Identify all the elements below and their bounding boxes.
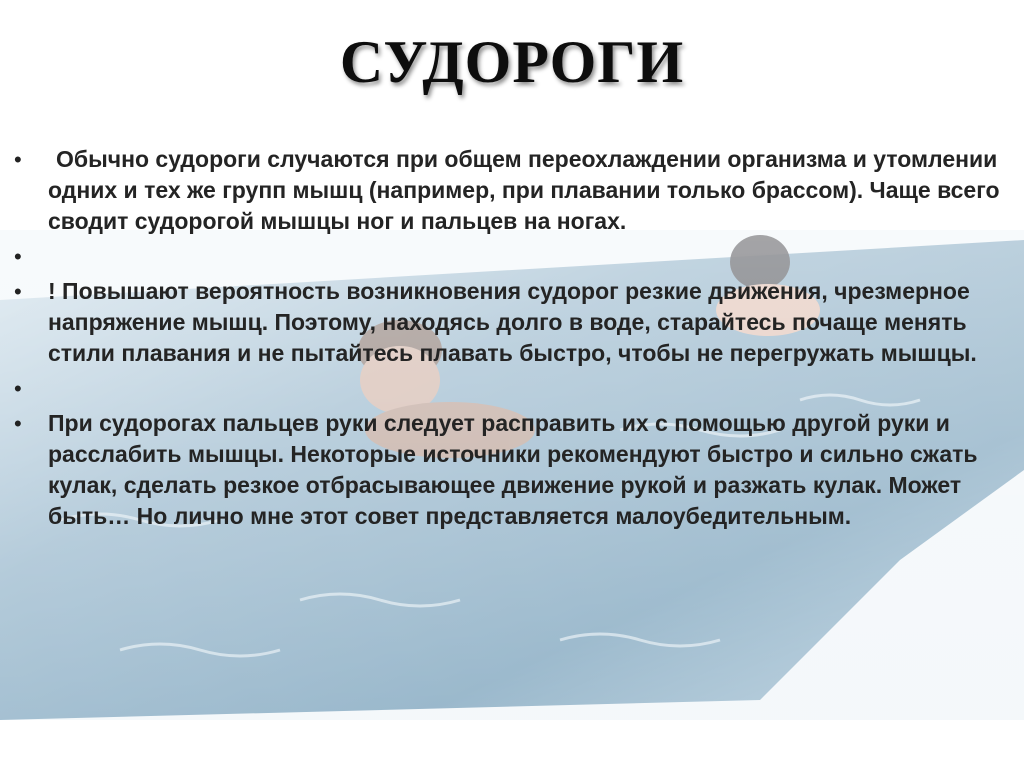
bullet-text: ! Повышают вероятность возникновения судорог резкие движения, чрезмерное напряжение мышц. Поэтому, находясь долго в воде, старайтесь почаще менять стили плавания и не пытайтесь плавать быстро, чтобы не перегружать мышцы. [48,278,977,366]
bullet-marker-icon: • [14,244,22,269]
slide-title: СУДОРОГИ [339,29,685,95]
bullet-marker-icon: • [14,411,22,436]
bullet-item-1 [14,144,1004,237]
bullet-text: При судорогах пальцев руки следует расправить их с помощью другой руки и расслабить мышцы. Некоторые источники рекомендуют быстро и сильно сжать кулак, сделать резкое отбрасывающее движение рукой и разжать кулак. Может быть… Но лично мне этот совет представляется малоубедительным. [48,410,978,529]
bullet-text: Обычно судороги случаются при общем переохлаждении организма и утомлении одних и тех же групп мышц (например, при плавании только брассом). Чаще всего сводит судорогой мышцы ног и пальцев на ногах. [48,146,1000,234]
bullet-list [14,144,1004,532]
bullet-item-5 [14,408,1004,532]
bullet-marker-icon: • [14,376,22,401]
bullet-item-2 [14,241,1004,272]
bullet-marker-icon: • [14,147,22,172]
bullet-marker-icon: • [14,279,22,304]
bullet-item-4 [14,373,1004,404]
bullet-item-3 [14,276,1004,369]
